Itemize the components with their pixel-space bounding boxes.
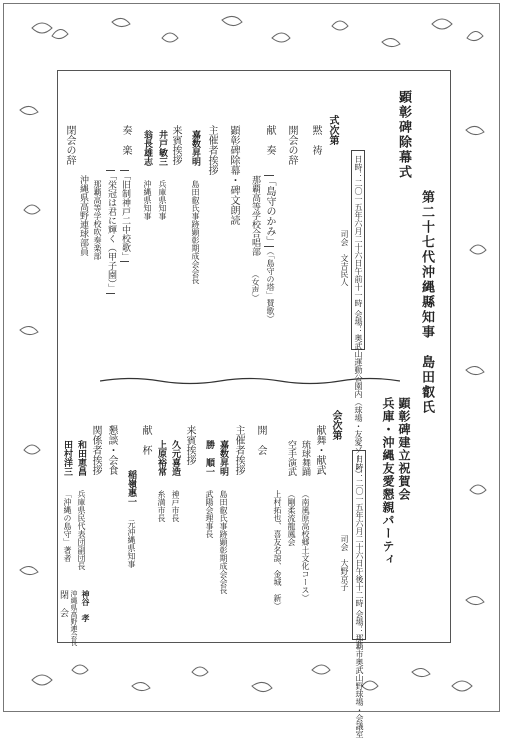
prog-song-performer-note: （女声） <box>251 270 260 302</box>
top-venue: 会場：奥武山運動公園内（球場・友愛ゾーン） <box>354 309 363 478</box>
prog-host1-role: 島田叡氏事跡顕彰期成会会長 <box>219 490 228 594</box>
prog-dance2-note: （剛柔流龍鳳会 <box>287 490 296 546</box>
bottom-date-venue-box <box>352 450 366 738</box>
prog-rel1-name: 和田恵昌 <box>76 440 86 476</box>
prog-rel2-role: 「沖縄の島守」著者 <box>63 490 72 562</box>
prog-toast-label-visible: 献 杯 <box>140 425 151 455</box>
prog-song-note: （「島守の塔」賛歌） <box>266 247 275 323</box>
bottom-venue: 会場：那覇市奥武山野球場・会議室 <box>355 609 364 738</box>
prog-open-bottom: 開 会 <box>255 425 266 455</box>
prog-rel3-name-compact: 神谷 孝 <box>81 590 91 622</box>
prog-guest-label-bottom: 来賓挨拶 <box>184 425 195 465</box>
prog-music-perf: 那覇高等学校吹奏楽部 <box>93 180 102 260</box>
prog-host1-name: 嘉数昇明 <box>218 440 228 476</box>
prog-dance2-names: 上村拓也、喜友名諒、金城 新） <box>273 490 282 610</box>
bottom-date: 日時：二〇一五年六月二十六日午後十二時 <box>355 455 364 607</box>
bottom-heading-2: 兵庫・沖縄友愛懇親パーティ <box>381 397 395 566</box>
top-heading: 顕彰碑除幕式 <box>396 90 411 180</box>
prog-close-top: 閉会の辞 <box>64 125 75 165</box>
bamboo-ornament-top <box>12 8 494 64</box>
prog-dance1-note: （南風原高校郷土文化コース） <box>301 490 310 602</box>
prog-meal: 懇談・会食 <box>106 425 117 475</box>
prog-unveil: 顕彰碑除幕・碑文朗読 <box>228 125 239 225</box>
prog-host2-role: 武陽会理事長 <box>205 490 214 538</box>
prog-music-label: 奏 楽 <box>120 125 131 155</box>
prog-guest1-role: 兵庫県知事 <box>158 180 167 220</box>
prog-song-title: 「島守のかみ」 <box>264 176 275 246</box>
prog-rel1-role: 兵庫県民代表団副団長 <box>77 490 86 570</box>
prog-host-label-top: 主催者挨拶 <box>206 125 217 175</box>
prog-guest2-bottom-role: 糸満市長 <box>157 490 166 522</box>
prog-host-label-bottom: 主催者挨拶 <box>233 425 244 475</box>
prog-rel-label: 関係者挨拶 <box>90 425 101 475</box>
bamboo-ornament-right <box>458 90 498 630</box>
prog-guest1-bottom-role: 神戸市長 <box>171 490 180 522</box>
bottom-heading-1: 顕彰碑建立祝賀会 <box>397 397 411 501</box>
prog-rel2-name: 田村洋三 <box>62 440 72 476</box>
prog-moku: 黙 祷 <box>310 125 321 155</box>
bottom-mc: 司会 大野京子 <box>340 535 349 591</box>
prog-rel3-role-compact: 沖縄県高野連会長 <box>70 590 78 646</box>
bottom-order-title: 会次第 <box>330 410 341 440</box>
prog-music-perf2: 沖縄県高野連球部員 <box>78 175 88 256</box>
closing-block <box>58 590 100 646</box>
prog-toast-name: 稲嶺惠一 <box>126 470 136 506</box>
prog-dance1: 琉球舞踊 <box>300 440 310 476</box>
top-mc: 司会 文吉民人 <box>340 230 349 286</box>
prog-song-performer: 那覇高等学校合唱部 <box>250 175 260 256</box>
prog-open-top: 開会の辞 <box>286 125 297 165</box>
prog-host-name-top: 嘉数昇明 <box>190 130 200 166</box>
prog-dance: 献舞・献武 <box>314 425 325 475</box>
prog-guest2-bottom: 上原裕常 <box>156 440 166 476</box>
bamboo-ornament-left <box>10 90 50 630</box>
prog-song-label: 献 奏 <box>264 125 275 155</box>
prog-music1: 「旧制神戸二中校歌」 <box>120 171 130 261</box>
prog-guest1-name: 井戸敏三 <box>157 130 167 166</box>
prog-guest1-bottom: 久元喜造 <box>170 440 180 476</box>
prog-toast-role: 元沖縄県知事 <box>127 520 136 568</box>
prog-dance2: 空手演武 <box>286 440 296 476</box>
top-order-title: 式次第 <box>327 115 338 145</box>
top-date-venue-box <box>351 150 365 478</box>
bamboo-ornament-bottom <box>12 656 494 708</box>
prog-host-org-top: 島田叡氏事跡顕彰期成会会長 <box>191 180 200 284</box>
prog-guest2-role: 沖縄県知事 <box>143 180 152 220</box>
prog-music2: 「栄冠は君に輝く（甲子園）」 <box>106 171 116 293</box>
main-title: 第二十七代沖縄縣知事 島田叡氏 <box>419 190 434 415</box>
prog-host2-name: 勝 順一 <box>204 440 214 476</box>
prog-guest2-name: 翁長雄志 <box>142 130 152 166</box>
top-date: 日時：二〇一五年六月二十六日午前十一時 <box>354 155 363 307</box>
prog-close-bottom-compact: 閉 会 <box>58 590 68 617</box>
prog-guest-label-top: 来賓挨拶 <box>170 125 181 165</box>
